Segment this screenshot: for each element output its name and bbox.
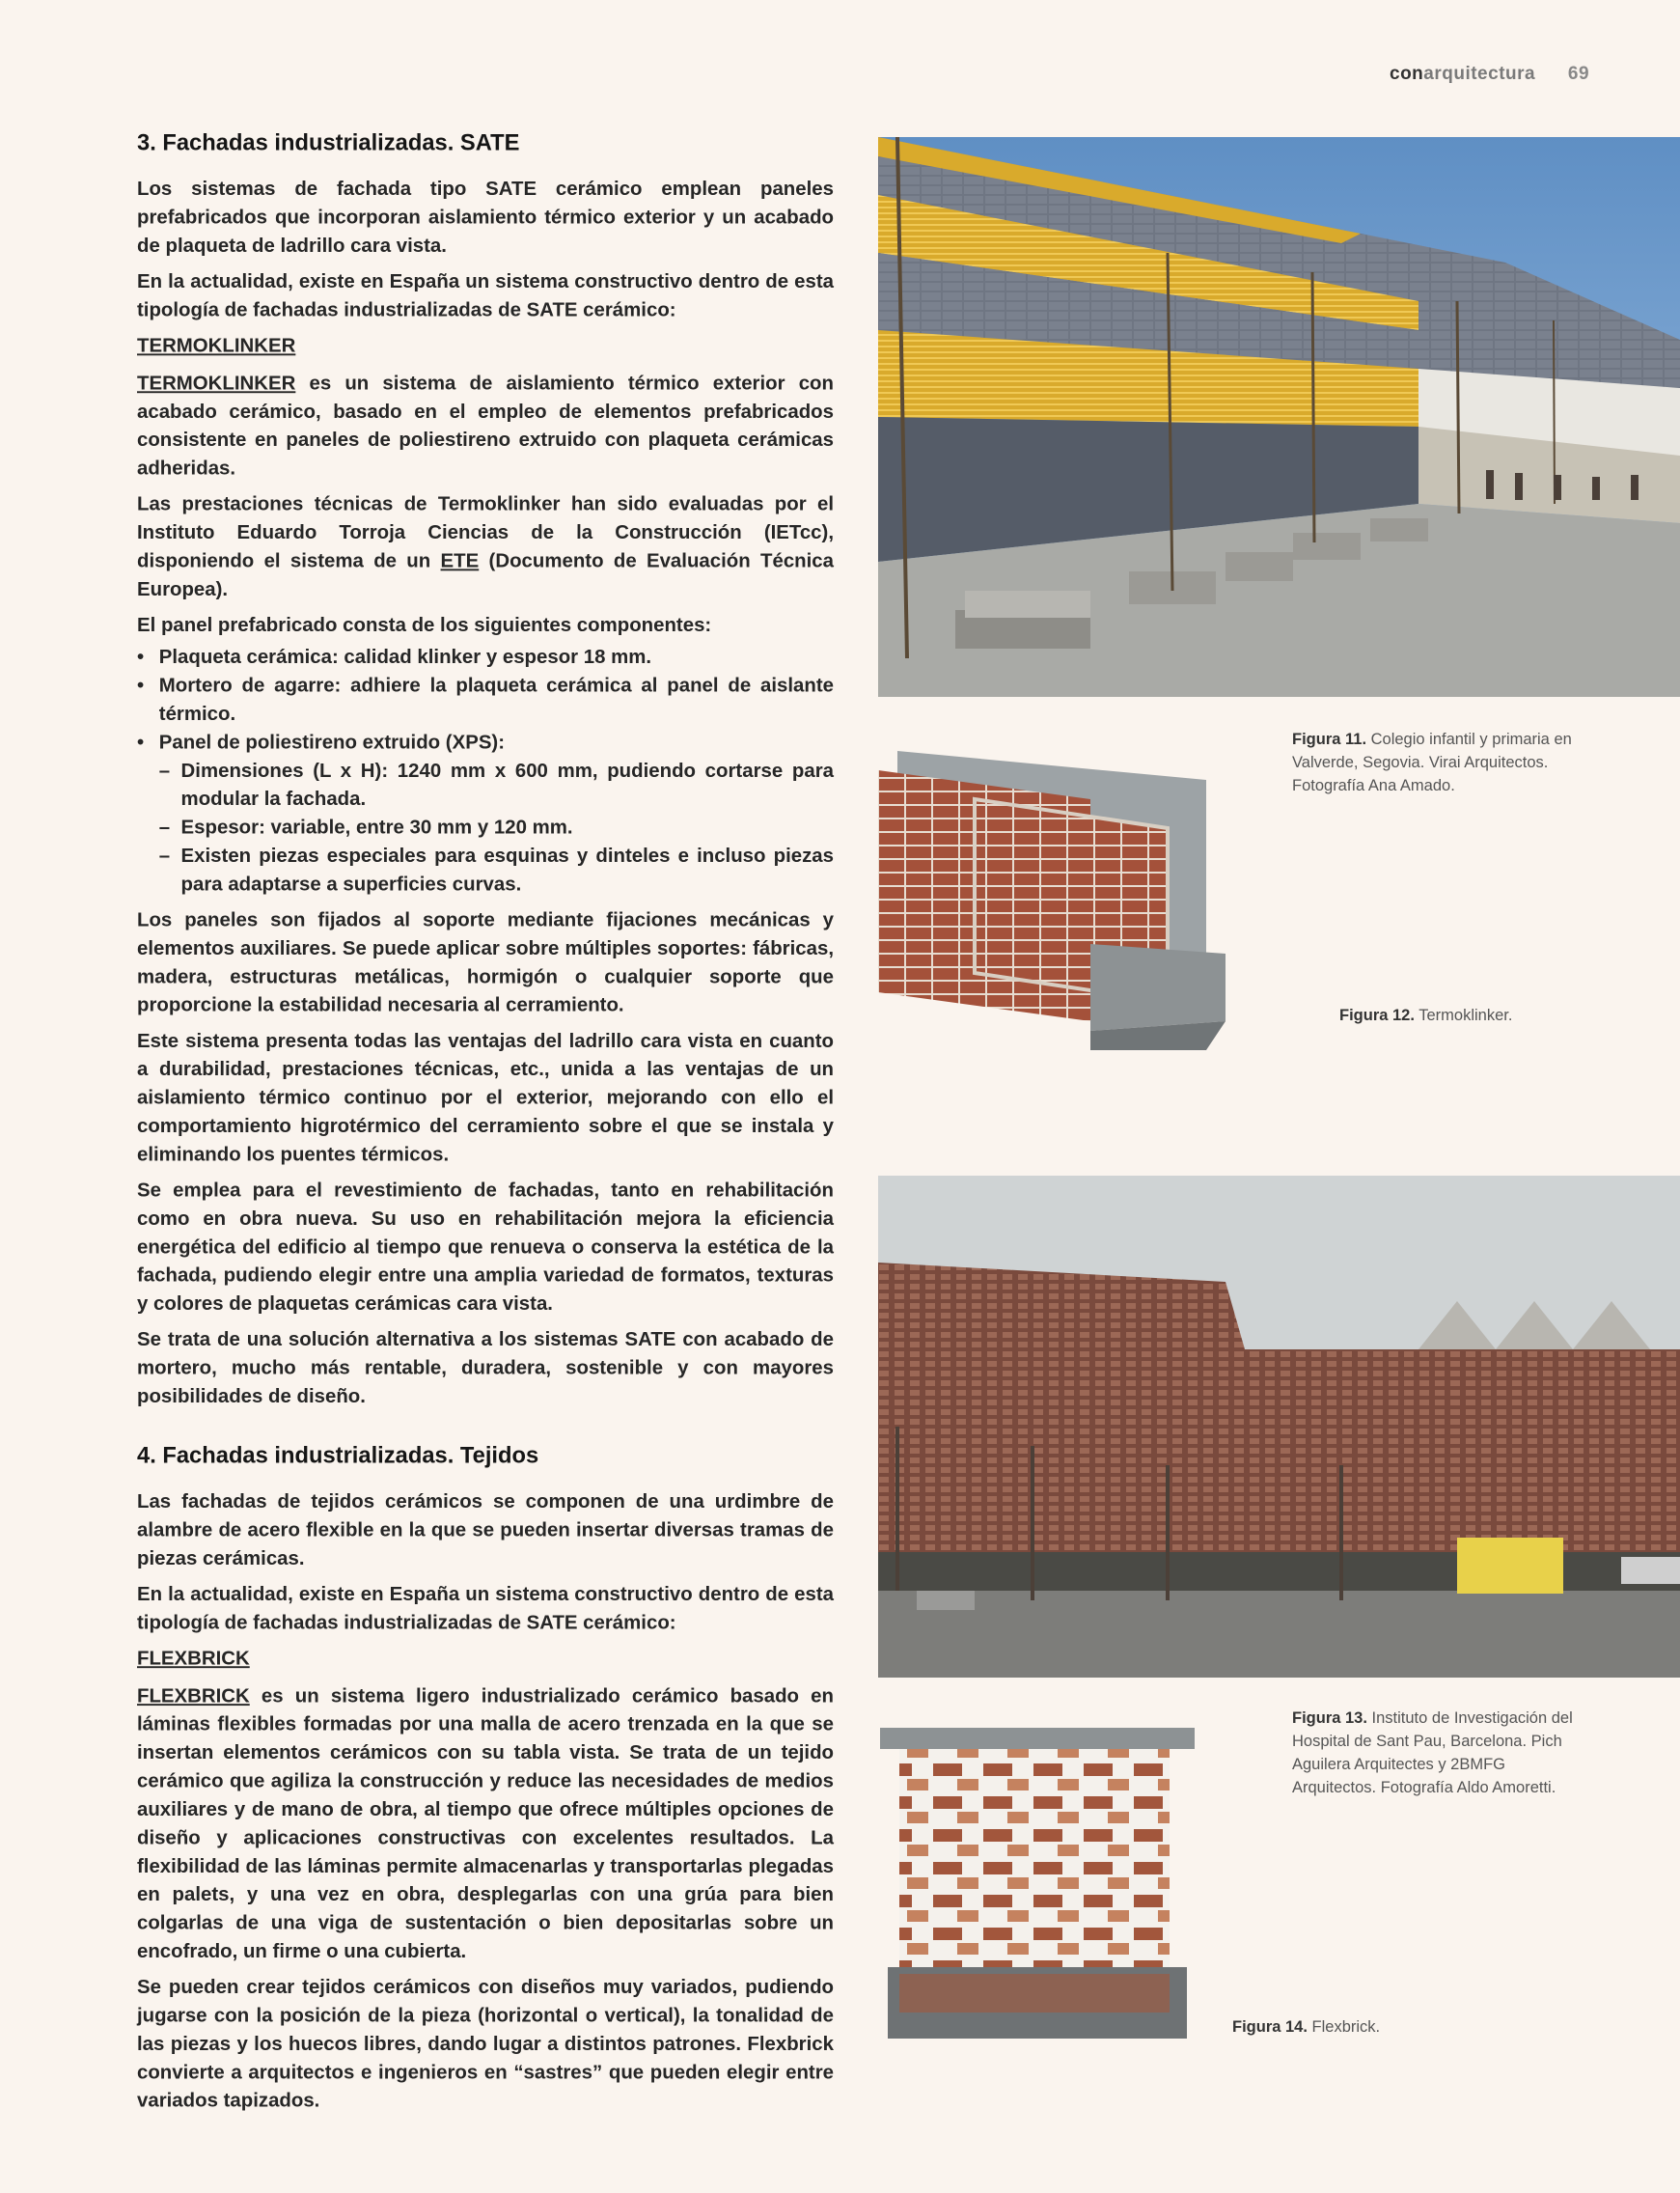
section-4-paragraph [137, 1681, 834, 1965]
section-3-title: 3. Fachadas industrializadas. SATE [137, 129, 520, 156]
figure-12-caption [1339, 1004, 1552, 1027]
section-4-paragraph: Se pueden crear tejidos cerámicos con diseños muy variados, pudiendo jugarse con la posición de la pieza (horizontal o vertical), la tonalidad de las piezas y los huecos libres, dando lugar a distintos patrones. Flexbrick convierte a arquitectos e ingenieros en “sastres” que pueden elegir entre variados tapizados. [137, 1976, 834, 2112]
figure-14-render [880, 1728, 1195, 2039]
paragraph-text: es un sistema de aislamiento térmico exterior con acabado cerámico, basado en el empleo de elementos prefabricados consistente en paneles de poliestireno extruido con plaqueta cerámicas adheridas. [137, 372, 834, 480]
section-3-paragraph: Este sistema presenta todas las ventajas del ladrillo cara vista en cuanto a durabilidad, prestaciones técnicas, etc., unida a las ventajas de un aislamiento térmico continuo por el exterior, mejorando con ello el comportamiento higrotérmico del cerramiento sobre el que se instala y eliminando los puentes térmicos. [137, 1029, 834, 1166]
section-3-paragraph [137, 490, 834, 604]
section-3-paragraph: En la actualidad, existe en España un sistema constructivo dentro de esta tipología de fachadas industrializadas de SATE cerámico: [137, 270, 834, 321]
component-list [137, 643, 834, 757]
section-3-paragraph: El panel prefabricado consta de los siguientes componentes: [137, 613, 712, 636]
figure-13-photo [878, 1176, 1680, 1678]
section-4-paragraph: En la actualidad, existe en España un sistema constructivo dentro de esta tipología de fachadas industrializadas de SATE cerámico: [137, 1582, 834, 1634]
figure-11-caption [1292, 728, 1572, 797]
text-column [137, 127, 834, 2123]
figure-11-photo [878, 137, 1680, 697]
paragraph-text: Las prestaciones técnicas de Termoklinker han sido evaluadas por el Instituto Eduardo Torroja Ciencias de la Construcción (IETcc), disponiendo el sistema de un [137, 492, 834, 572]
figure-12-text: Termoklinker. [1414, 1007, 1513, 1024]
figure-13-caption [1292, 1707, 1582, 1799]
section-3-paragraph [137, 370, 834, 484]
list-item: • Plaqueta cerámica: calidad klinker y espesor 18 mm. [137, 643, 834, 671]
flexbrick-subhead[interactable]: FLEXBRICK [137, 1647, 250, 1670]
school-facade-photo [878, 137, 1680, 697]
termoklinker-subhead[interactable]: TERMOKLINKER [137, 334, 296, 357]
section-3-paragraph: Los sistemas de fachada tipo SATE cerámico emplean paneles prefabricados que incorporan aislamiento térmico exterior y un acabado de plaqueta de ladrillo cara vista. [137, 178, 834, 257]
panel-spec-list [137, 757, 834, 899]
running-head [1390, 64, 1589, 85]
figure-11-text: Colegio infantil y primaria en Valverde, Segovia. Virai Arquitectos. Fotografía Ana Amado. [1292, 731, 1572, 794]
flexbrick-link[interactable]: FLEXBRICK [137, 1684, 250, 1707]
section-3-paragraph: Los paneles son fijados al soporte mediante fijaciones mecánicas y elementos auxiliares. Se puede aplicar sobre múltiples soportes: fábricas, madera, estructuras metálicas, hormigón o cualquier soporte que proporcione la estabilidad necesaria al cerramiento. [137, 908, 834, 1016]
list-item: – Dimensiones (L x H): 1240 mm x 600 mm, pudiendo cortarse para modular la fachada. [137, 757, 834, 814]
section-3-paragraph: Se trata de una solución alternativa a los sistemas SATE con acabado de mortero, mucho más rentable, duradera, sostenible y con mayores posibilidades de diseño. [137, 1328, 834, 1407]
figure-11-label: Figura 11. [1292, 731, 1367, 748]
figure-13-label: Figura 13. [1292, 1709, 1367, 1727]
figure-14-caption [1232, 2015, 1425, 2039]
list-item: – Existen piezas especiales para esquinas y dinteles e incluso piezas para adaptarse a superficies curvas. [137, 842, 834, 899]
list-item: • Panel de poliestireno extruido (XPS): [137, 729, 834, 757]
sant-pau-facade-photo [878, 1176, 1680, 1678]
ete-link[interactable]: ETE [440, 549, 480, 572]
list-item: – Espesor: variable, entre 30 mm y 120 mm. [137, 814, 834, 842]
section-4-title: 4. Fachadas industrializadas. Tejidos [137, 1442, 539, 1469]
brand-con: con [1390, 64, 1424, 84]
section-4-paragraph: Las fachadas de tejidos cerámicos se componen de una urdimbre de alambre de acero flexible en la que se pueden insertar diversas tramas de piezas cerámicas. [137, 1490, 834, 1569]
figure-12-label: Figura 12. [1339, 1007, 1415, 1024]
termoklinker-panel-render [878, 751, 1226, 1050]
paragraph-text: (Documento de Evaluación Técnica Europea). [137, 549, 834, 600]
page-number: 69 [1567, 64, 1590, 84]
list-item: • Mortero de agarre: adhiere la plaqueta cerámica al panel de aislante térmico. [137, 672, 834, 729]
figure-12-render [878, 751, 1226, 1050]
figure-13-text: Instituto de Investigación del Hospital de Sant Pau, Barcelona. Pich Aguilera Arquitectes y 2BMFG Arquitectos. Fotografía Aldo Amoretti. [1292, 1709, 1573, 1796]
brand-arquitectura: arquitectura [1423, 64, 1536, 84]
paragraph-text: es un sistema ligero industrializado cerámico basado en láminas flexibles formadas por una malla de acero trenzada en la que se insertan elementos cerámicos con su tabla vista. Se trata de un tejido cerámico que agiliza la construcción y reduce las necesidades de medios auxiliares y de mano de obra, al tiempo que ofrece múltiples opciones de diseño y aplicaciones constructivas con excelentes resultados. La flexibilidad de las láminas permite almacenarlas y transportarlas plegadas en palets, y una vez en obra, desplegarlas con una grúa para bien colgarlas de una viga de sustentación o bien depositarlas sobre un encofrado, un firme o una cubierta. [137, 1684, 834, 1962]
termoklinker-link[interactable]: TERMOKLINKER [137, 372, 296, 395]
figure-14-label: Figura 14. [1232, 2018, 1308, 2036]
flexbrick-panel-render [880, 1728, 1195, 2039]
section-3-paragraph: Se emplea para el revestimiento de fachadas, tanto en rehabilitación como en obra nueva. Su uso en rehabilitación mejora la eficiencia energética del edificio al tiempo que renueva o conserva la estética de la fachada, pudiendo elegir entre una amplia variedad de formatos, texturas y colores de plaquetas cerámicas cara vista. [137, 1179, 834, 1315]
figure-14-text: Flexbrick. [1307, 2018, 1381, 2036]
